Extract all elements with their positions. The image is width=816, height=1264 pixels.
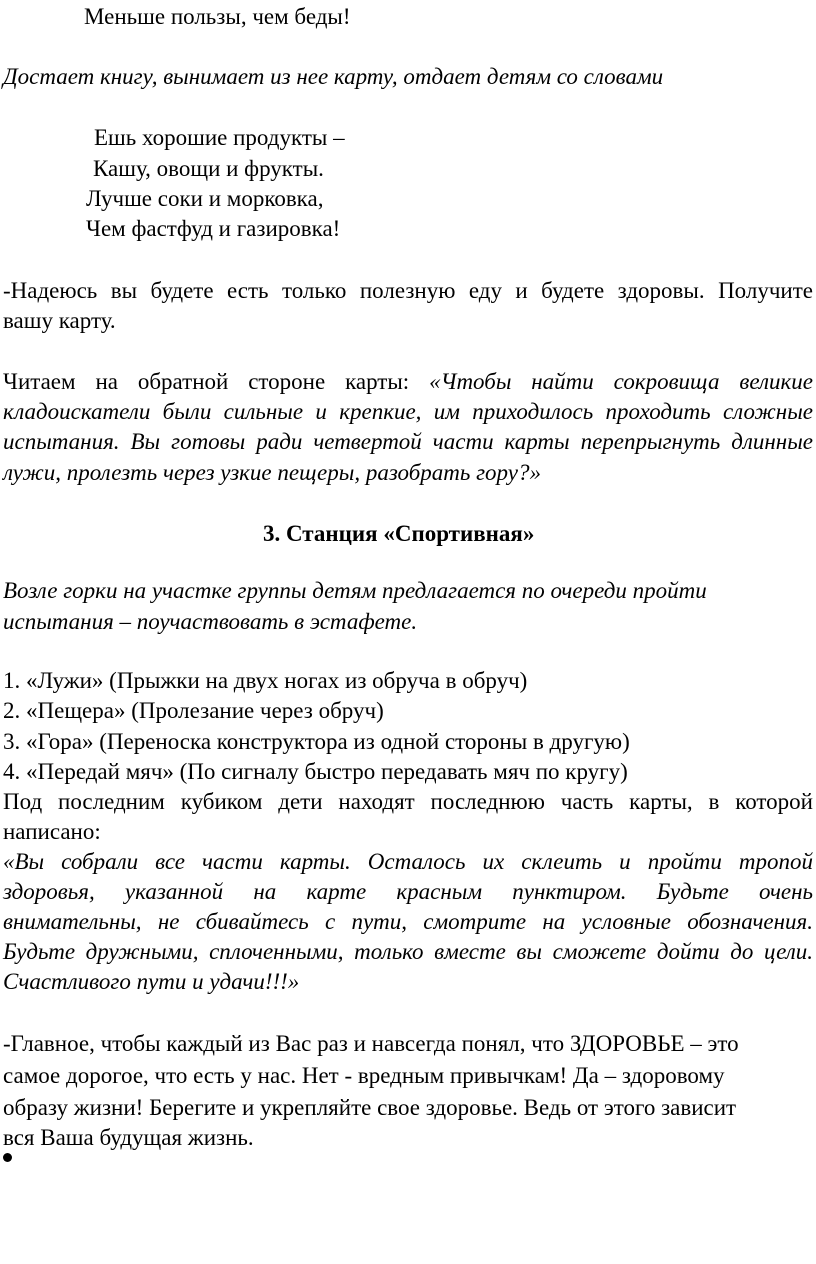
station-heading: 3. Станция «Спортивная» [263,521,535,546]
task-item: 1. «Лужи» (Прыжки на двух ногах из обруча в обруч) [3,668,528,693]
paragraph-line: вашу карту. [3,308,116,333]
poem-line: Кашу, овощи и фрукты. [93,156,324,181]
paragraph-line: Под последним кубиком дети находят последнюю часть карты, в которой [3,789,813,814]
paragraph-line: -Главное, чтобы каждый из Вас раз и навсегда понял, что ЗДОРОВЬЕ – это [3,1031,739,1056]
bullet-icon [3,1153,12,1162]
poem-line: Лучше соки и морковка, [86,186,324,211]
stage-direction: Достает книгу, вынимает из нее карту, отдает детям со словами [3,64,664,89]
intro-line: Возле горки на участке группы детям предлагается по очереди пройти [3,578,707,603]
poem-line: Меньше пользы, чем беды! [84,4,351,29]
quote-line: испытания. Вы готовы ради четвертой части карты перепрыгнуть длинные [3,429,813,454]
task-item: 3. «Гора» (Переноска конструктора из одной стороны в другую) [3,729,630,754]
task-item: 2. «Пещера» (Пролезание через обруч) [3,698,384,723]
intro-line: испытания – поучаствовать в эстафете. [3,609,418,634]
quote-line: Будьте дружными, сплоченными, только вместе вы сможете дойти до цели. [3,939,813,964]
quote-line: внимательны, не сбивайтесь с пути, смотрите на условные обозначения. [3,909,813,934]
quote-line: «Вы собрали все части карты. Осталось их склеить и пройти тропой [3,849,813,874]
paragraph-line: написано: [3,819,101,844]
paragraph-line: образу жизни! Берегите и укрепляйте свое здоровье. Ведь от этого зависит [3,1095,737,1120]
poem-line: Чем фастфуд и газировка! [86,216,341,241]
quote-line: кладоискатели были сильные и крепкие, им приходилось проходить сложные [3,399,813,424]
paragraph-line: вся Ваша будущая жизнь. [3,1125,254,1150]
quote-line: лужи, пролезть через узкие пещеры, разобрать гору?» [3,460,541,485]
task-item: 4. «Передай мяч» (По сигналу быстро передавать мяч по кругу) [3,759,628,784]
paragraph-line: самое дорогое, что есть у нас. Нет - вредным привычкам! Да – здоровому [3,1063,725,1088]
poem-line: Ешь хорошие продукты – [94,125,345,150]
quote-text: «Чтобы найти сокровища великие [429,369,813,394]
quote-line: Счастливого пути и удачи!!!» [3,969,300,994]
paragraph-line: -Надеюсь вы будете есть только полезную еду и будете здоровы. Получите [3,278,813,303]
paragraph-text: Читаем на обратной стороне карты: [3,369,430,394]
paragraph-line [3,366,813,397]
quote-line: здоровья, указанной на карте красным пунктиром. Будьте очень [3,879,813,904]
